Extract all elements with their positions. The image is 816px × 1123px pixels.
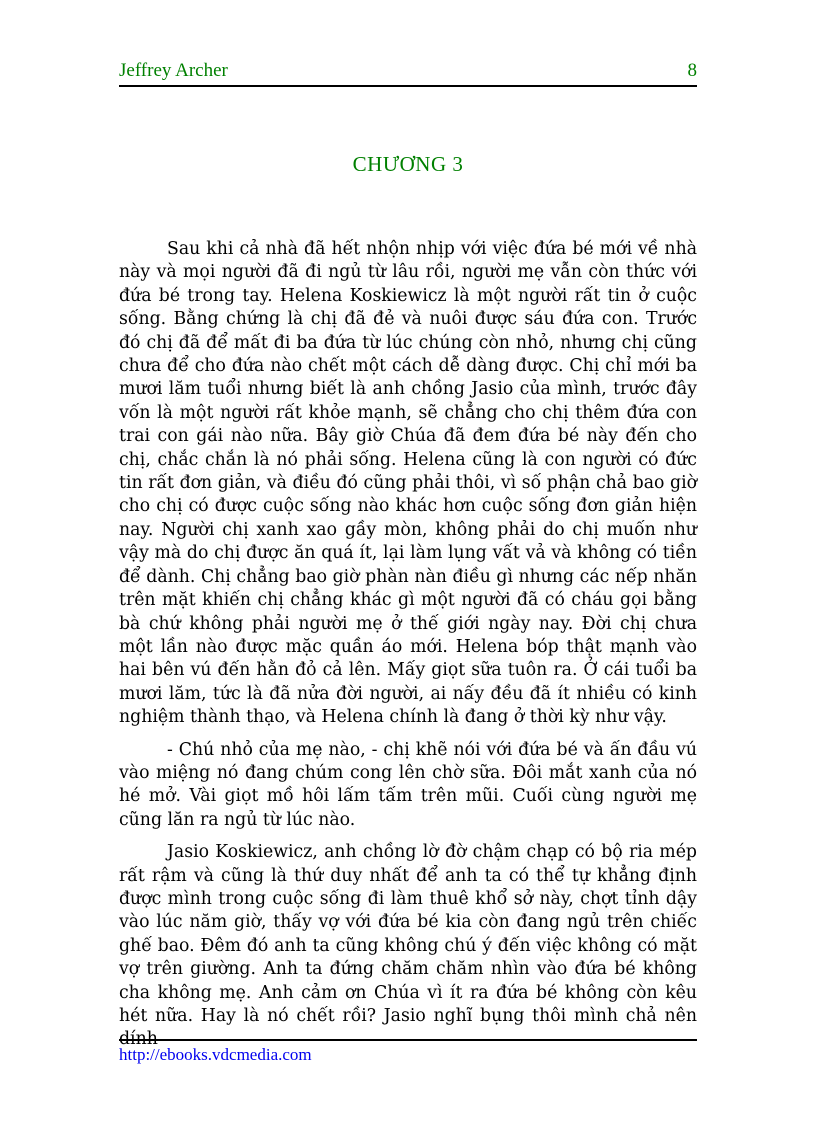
paragraph-1: Sau khi cả nhà đã hết nhộn nhịp với việc đứa bé mới về nhà này và mọi người đã đi ngủ từ lâu rồi, người mẹ vẫn còn thức với đứa bé trong tay. Helena Koskiewicz là một người rất tin ở cuộc sống. Bằng chứng là chị đã đẻ và nuôi được sáu đứa con. Trước đó chị đã để mất đi ba đứa từ lúc chúng còn nhỏ, nhưng chị cũng chưa để cho đứa nào chết một cách dễ dàng được. Chị chỉ mới ba mươi lăm tuổi nhưng biết là anh chồng Jasio của mình, trước đây vốn là một người rất khỏe mạnh, sẽ chẳng cho chị thêm đứa con trai con gái nào nữa. Bây giờ Chúa đã đem đứa bé này đến cho chị, chắc chắn là nó phải sống. Helena cũng là con người có đức tin rất đơn giản, và điều đó cũng phải thôi, vì số phận chả bao giờ cho chị có được cuộc sống nào khác hơn cuộc sống đơn giản hiện nay. Người chị xanh xao gầy mòn, không phải do chị muốn như vậy mà do chị được ăn quá ít, lại làm lụng vất vả và không có tiền để dành. Chị chẳng bao giờ phàn nàn điều gì nhưng các nếp nhăn trên mặt khiến chị chẳng khác gì một người đã có cháu gọi bằng bà chứ không phải người mẹ ở thế giới ngày nay. Đời chị chưa một lần nào được mặc quần áo mới. Helena bóp thật mạnh vào hai bên vú đến hằn đỏ cả lên. Mấy giọt sữa tuôn ra. Ở cái tuổi ba mươi lăm, tức là đã nửa đời người, ai nấy đều đã ít nhiều có kinh nghiệm thành thạo, và Helena chính là đang ở thời kỳ như vậy. [119, 239, 697, 728]
page-footer [119, 1039, 697, 1065]
page-header [119, 60, 697, 87]
chapter-title: CHƯƠNG 3 [352, 152, 464, 176]
header-page-number: 8 [687, 60, 697, 81]
paragraph-3: Jasio Koskiewicz, anh chồng lờ đờ chậm chạp có bộ ria mép rất rậm và cũng là thứ duy nhất để anh ta có thể tự khẳng định được mình trong cuộc sống đi làm thuê khổ sở này, chợt tỉnh dậy vào lúc năm giờ, thấy vợ với đứa bé kia còn đang ngủ trên chiếc ghế bao. Đêm đó anh ta cũng không chú ý đến việc không có mặt vợ trên giường. Anh ta đứng chăm chăm nhìn vào đứa bé không cha không mẹ. Anh cảm ơn Chúa vì ít ra đứa bé không còn kêu hét nữa. Hay là nó chết rồi? Jasio nghĩ bụng thôi mình chả nên dính [119, 842, 697, 1050]
paragraph-2: - Chú nhỏ của mẹ nào, - chị khẽ nói với đứa bé và ấn đầu vú vào miệng nó đang chúm cong lên chờ sữa. Đôi mắt xanh của nó hé mở. Vài giọt mồ hôi lấm tấm trên mũi. Cuối cùng người mẹ cũng lăn ra ngủ từ lúc nào. [119, 739, 697, 830]
footer-url-link[interactable]: http://ebooks.vdcmedia.com [119, 1045, 312, 1064]
body-text [119, 238, 697, 1061]
header-author: Jeffrey Archer [119, 60, 228, 81]
